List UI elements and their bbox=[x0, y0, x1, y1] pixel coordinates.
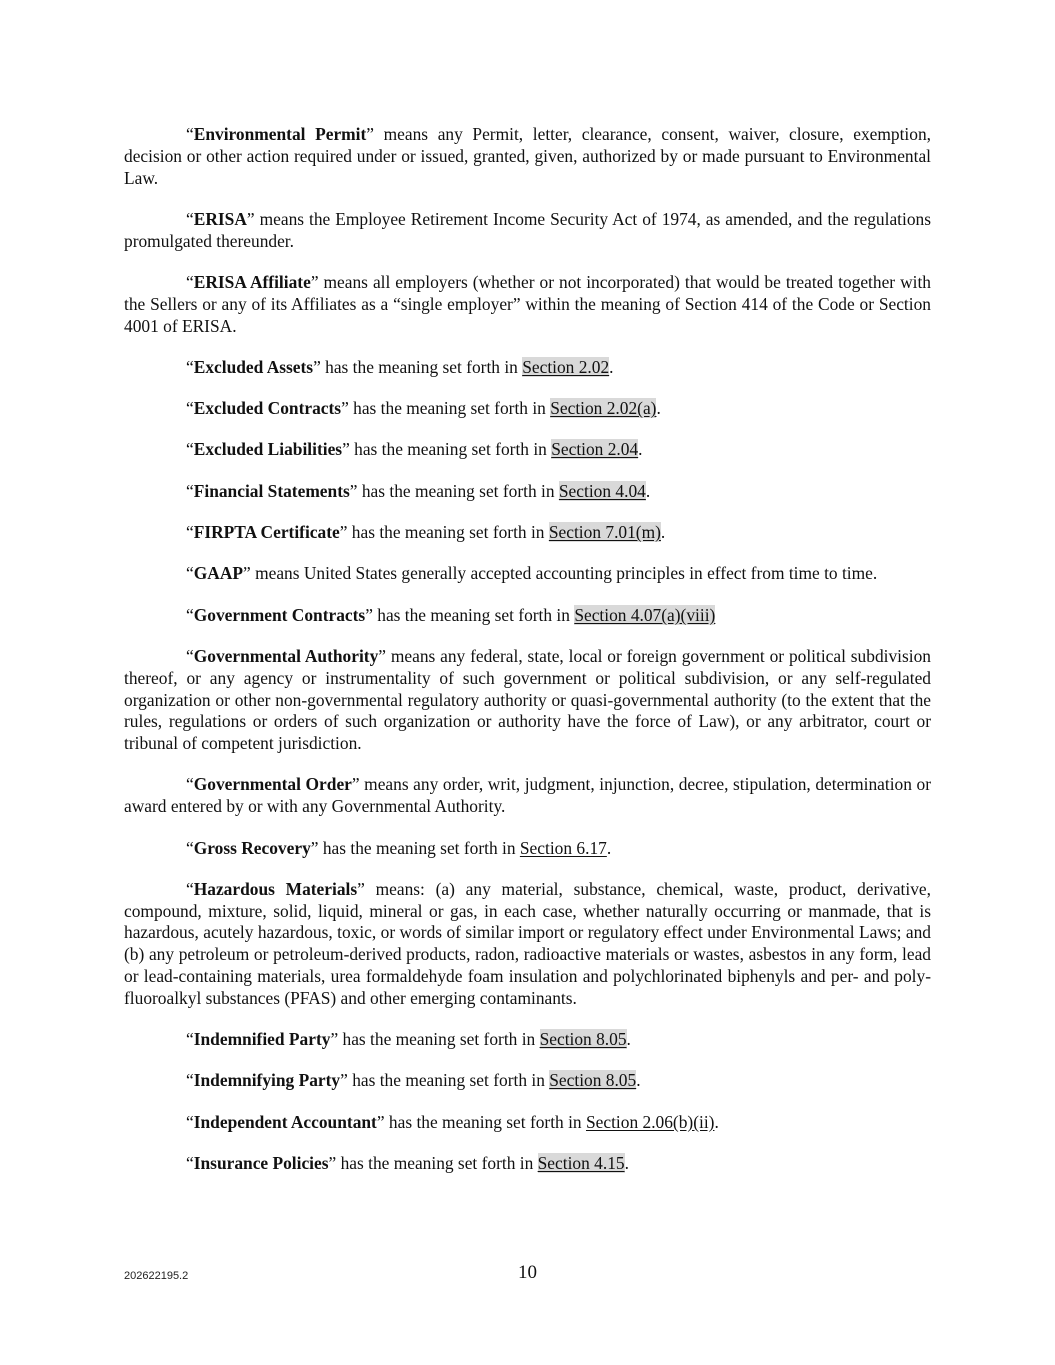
defined-term: GAAP bbox=[193, 563, 244, 584]
section-reference-link[interactable]: Section 7.01(m) bbox=[548, 522, 661, 543]
definition-financial-statements: “Financial Statements” has the meaning set forth in Section 4.04. bbox=[186, 480, 651, 501]
section-reference-link[interactable]: Section 4.04 bbox=[558, 480, 646, 501]
definition-gaap: “GAAP” means United States generally accepted accounting principles in effect from time to time. bbox=[186, 563, 878, 584]
section-reference-link[interactable]: Section 4.15 bbox=[537, 1153, 625, 1173]
definition-environmental-permit: “Environmental Permit” means any Permit, letter, clearance, consent, waiver, closure, exemption, decision or other action required under or issued, granted, given, authorized by or made pursuant to Environmental Law. bbox=[124, 124, 931, 188]
section-reference-link[interactable]: Section 2.04 bbox=[551, 439, 639, 460]
defined-term: Excluded Contracts bbox=[193, 398, 342, 419]
defined-term: FIRPTA Certificate bbox=[193, 522, 340, 543]
section-reference-link[interactable]: Section 8.05 bbox=[549, 1070, 637, 1091]
definition-government-contracts: “Government Contracts” has the meaning set forth in Section 4.07(a)(viii) bbox=[186, 604, 716, 625]
definition-erisa: “ERISA” means the Employee Retirement Income Security Act of 1974, as amended, and the regulations promulgated thereunder. bbox=[124, 208, 931, 251]
definition-indemnifying-party: “Indemnifying Party” has the meaning set forth in Section 8.05. bbox=[186, 1070, 641, 1091]
document-id: 202622195.2 bbox=[124, 1270, 189, 1282]
page-number: 10 bbox=[518, 1262, 537, 1283]
defined-term: Government Contracts bbox=[193, 604, 366, 625]
section-reference-link[interactable]: Section 2.02(a) bbox=[550, 398, 657, 419]
section-reference-link[interactable]: Section 8.05 bbox=[539, 1029, 627, 1050]
definition-firpta-certificate: “FIRPTA Certificate” has the meaning set forth in Section 7.01(m). bbox=[186, 522, 666, 543]
definition-gross-recovery: “Gross Recovery” has the meaning set forth in Section 6.17. bbox=[186, 837, 612, 858]
section-reference-link[interactable]: Section 6.17 bbox=[519, 837, 607, 858]
definition-independent-accountant: “Independent Accountant” has the meaning set forth in Section 2.06(b)(ii). bbox=[186, 1111, 719, 1132]
definition-indemnified-party: “Indemnified Party” has the meaning set forth in Section 8.05. bbox=[186, 1029, 631, 1050]
definition-insurance-policies: “Insurance Policies” has the meaning set forth in Section 4.15. bbox=[186, 1153, 629, 1173]
definition-governmental-authority: “Governmental Authority” means any federal, state, local or foreign government or political subdivision thereof, or any agency or instrumentality of such government or political subdivision, or any self-regulated organization or other non-governmental regulatory authority or quasi-governmental authority (to the extent that the rules, regulations or orders of such organization or authority have the force of Law), or any arbitrator, court or tribunal of competent jurisdiction. bbox=[124, 645, 931, 754]
defined-term: ERISA bbox=[193, 208, 247, 229]
definition-hazardous-materials: “Hazardous Materials” means: (a) any material, substance, chemical, waste, product, derivative, compound, mixture, solid, liquid, mineral or gas, in each case, whether naturally occurring or manmade, that is hazardous, acutely hazardous, toxic, or words of similar import or regulatory effect under Environmental Laws; and (b) any petroleum or petroleum-derived products, radon, radioactive materials or wastes, asbestos in any form, lead or lead-containing materials, urea formaldehyde foam insulation and polychlorinated biphenyls and per- and poly-fluoroalkyl substances (PFAS) and other emerging contaminants. bbox=[124, 878, 931, 1008]
defined-term: Governmental Order bbox=[193, 774, 352, 795]
defined-term: Financial Statements bbox=[193, 480, 350, 501]
document-body bbox=[124, 124, 931, 1194]
definition-excluded-assets: “Excluded Assets” has the meaning set forth in Section 2.02. bbox=[186, 356, 614, 377]
defined-term: Gross Recovery bbox=[193, 837, 311, 858]
section-reference-link[interactable]: Section 4.07(a)(viii) bbox=[574, 604, 716, 625]
definition-excluded-liabilities: “Excluded Liabilities” has the meaning set forth in Section 2.04. bbox=[186, 439, 643, 460]
defined-term: ERISA Affiliate bbox=[193, 271, 311, 292]
definition-governmental-order: “Governmental Order” means any order, writ, judgment, injunction, decree, stipulation, determination or award entered by or with any Governmental Authority. bbox=[124, 774, 931, 817]
defined-term: Excluded Liabilities bbox=[193, 439, 343, 460]
section-reference-link[interactable]: Section 2.02 bbox=[522, 356, 610, 377]
defined-term: Excluded Assets bbox=[193, 356, 314, 377]
defined-term: Independent Accountant bbox=[193, 1111, 377, 1132]
defined-term: Governmental Authority bbox=[193, 645, 379, 666]
defined-term: Indemnifying Party bbox=[193, 1070, 341, 1091]
defined-term: Insurance Policies bbox=[193, 1153, 329, 1173]
definition-excluded-contracts: “Excluded Contracts” has the meaning set forth in Section 2.02(a). bbox=[186, 398, 661, 419]
definition-erisa-affiliate: “ERISA Affiliate” means all employers (whether or not incorporated) that would be treated together with the Sellers or any of its Affiliates as a “single employer” within the meaning of Section 414 of the Code or Section 4001 of ERISA. bbox=[124, 271, 931, 336]
defined-term: Indemnified Party bbox=[193, 1029, 331, 1050]
section-reference-link[interactable]: Section 2.06(b)(ii) bbox=[585, 1111, 715, 1132]
defined-term: Environmental Permit bbox=[193, 124, 367, 144]
defined-term: Hazardous Materials bbox=[193, 878, 358, 899]
